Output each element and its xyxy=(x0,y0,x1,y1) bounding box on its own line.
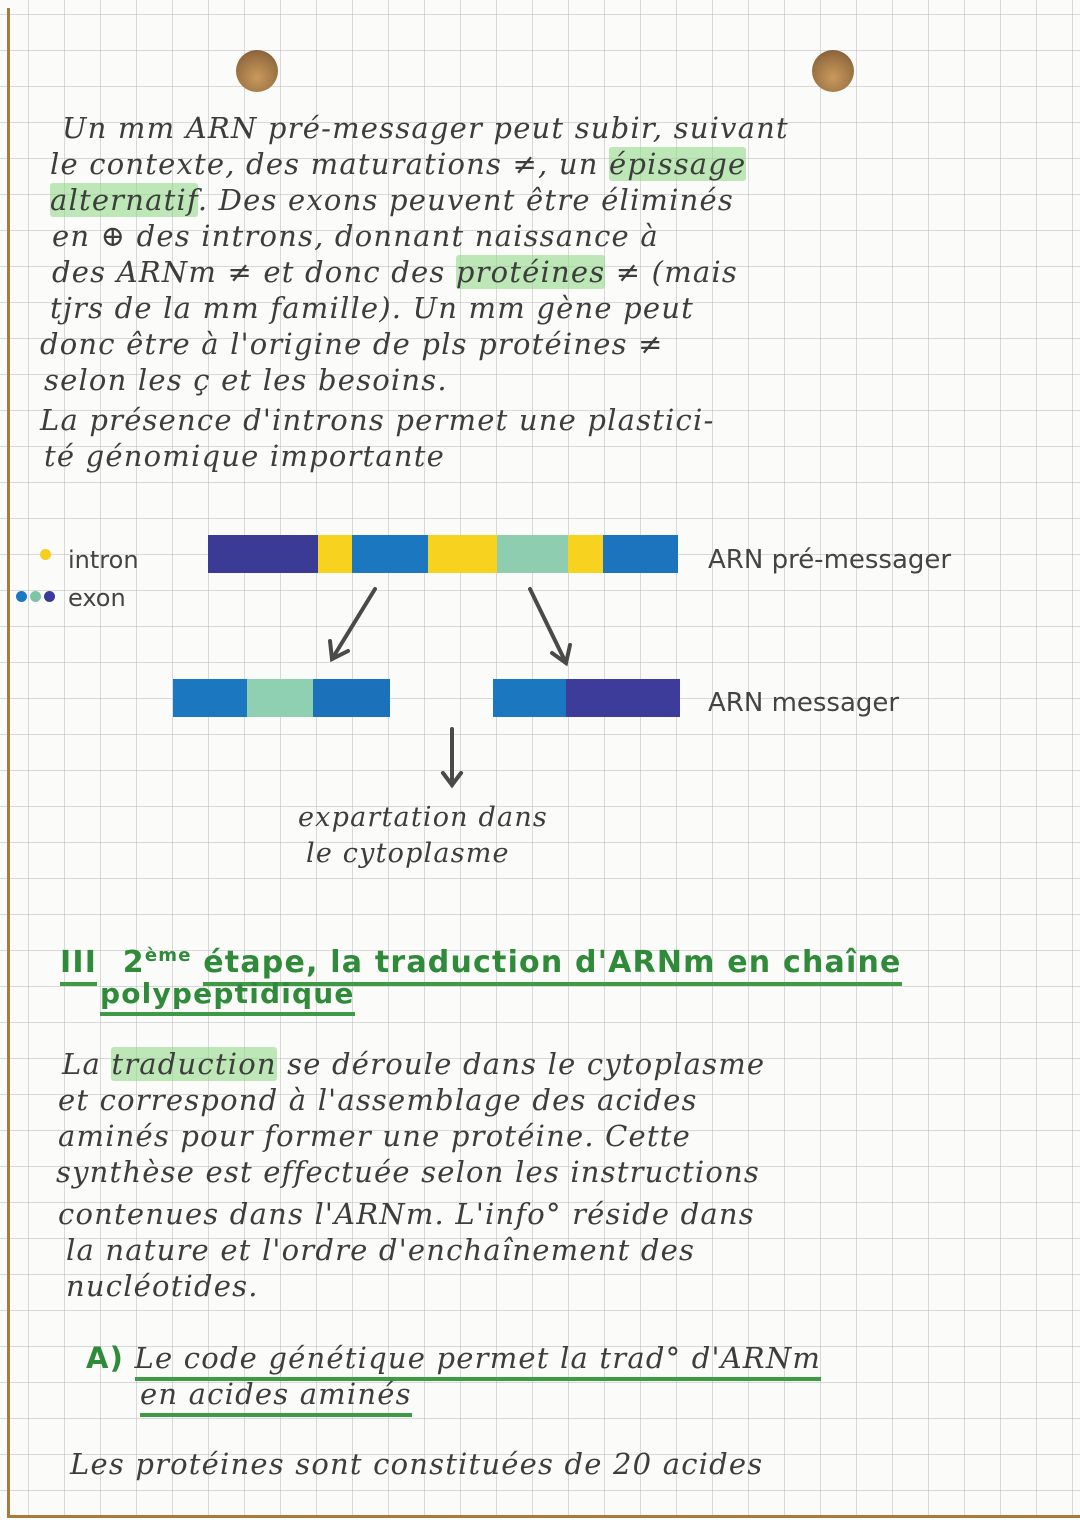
text-line: la nature et l'ordre d'enchaînement des xyxy=(66,1233,696,1267)
arrow-down-icon xyxy=(440,727,464,789)
text-line: et correspond à l'assemblage des acides xyxy=(58,1083,698,1117)
intron-segment xyxy=(318,535,352,573)
exon-legend-dot xyxy=(44,591,55,602)
text-line: synthèse est effectuée selon les instructions xyxy=(56,1155,760,1189)
exon-segment xyxy=(493,679,566,717)
legend-exon-label: exon xyxy=(68,584,126,612)
intron-legend-dot xyxy=(40,549,51,560)
exon-legend-dot xyxy=(30,591,41,602)
exon-segment xyxy=(566,679,680,717)
exon-segment xyxy=(352,535,428,573)
margin-line xyxy=(7,8,10,1520)
arrow-right-icon xyxy=(520,585,590,670)
text-line: selon les ç et les besoins. xyxy=(44,363,448,397)
intron-segment xyxy=(428,535,497,573)
section-title-line2: polypeptidique xyxy=(100,976,355,1012)
highlight-episssage: épissage xyxy=(609,147,747,181)
text-line: alternatif. Des exons peuvent être éliminés xyxy=(50,183,734,217)
text-line: des ARNm ≠ et donc des protéines ≠ (mais xyxy=(52,255,738,289)
highlight-traduction: traduction xyxy=(111,1047,277,1081)
exon-segment xyxy=(173,679,247,717)
text-line: Les protéines sont constituées de 20 acides xyxy=(70,1447,764,1481)
text-line: Un mm ARN pré-messager peut subir, suivant xyxy=(62,111,789,145)
pre-mrna-label: ARN pré-messager xyxy=(708,545,952,575)
mrna-label: ARN messager xyxy=(708,688,900,718)
punch-hole-right xyxy=(812,50,854,92)
exon-segment xyxy=(208,535,318,573)
text-line: té génomique importante xyxy=(44,439,445,473)
text-line: contenues dans l'ARNm. L'info° réside dans xyxy=(58,1197,755,1231)
intron-segment xyxy=(568,535,603,573)
mrna-bar-left xyxy=(173,679,390,717)
export-label: le cytoplasme xyxy=(306,838,510,869)
text-line: La traduction se déroule dans le cytoplasme xyxy=(62,1047,766,1081)
exon-segment xyxy=(313,679,390,717)
section-title: III 2ème étape, la traduction d'ARNm en chaîne xyxy=(60,938,902,981)
background-strip xyxy=(0,1518,1080,1527)
exon-segment xyxy=(247,679,313,717)
exon-legend-dot xyxy=(16,591,27,602)
text-line: donc être à l'origine de pls protéines ≠ xyxy=(40,327,664,361)
arrow-left-icon xyxy=(320,585,390,665)
mrna-bar-right xyxy=(493,679,680,717)
highlight-alternatif: alternatif xyxy=(50,183,198,217)
subsection-title-line2: en acides aminés xyxy=(140,1376,412,1412)
exon-segment xyxy=(497,535,568,573)
punch-hole-left xyxy=(236,50,278,92)
text-line: La présence d'introns permet une plastici- xyxy=(40,403,715,437)
text-line: le contexte, des maturations ≠, un épissage xyxy=(50,147,747,181)
text-line: en ⊕ des introns, donnant naissance à xyxy=(52,219,659,253)
text-line: tjrs de la mm famille). Un mm gène peut xyxy=(50,291,695,325)
text-line: aminés pour former une protéine. Cette xyxy=(58,1119,691,1153)
exon-segment xyxy=(603,535,678,573)
subsection-title: A) Le code génétique permet la trad° d'ARNm xyxy=(86,1340,821,1376)
highlight-proteines: protéines xyxy=(455,255,606,289)
legend-intron-label: intron xyxy=(68,546,139,574)
pre-mrna-bar xyxy=(208,535,678,573)
export-label: expartation dans xyxy=(298,802,548,833)
text-line: nucléotides. xyxy=(66,1269,259,1303)
